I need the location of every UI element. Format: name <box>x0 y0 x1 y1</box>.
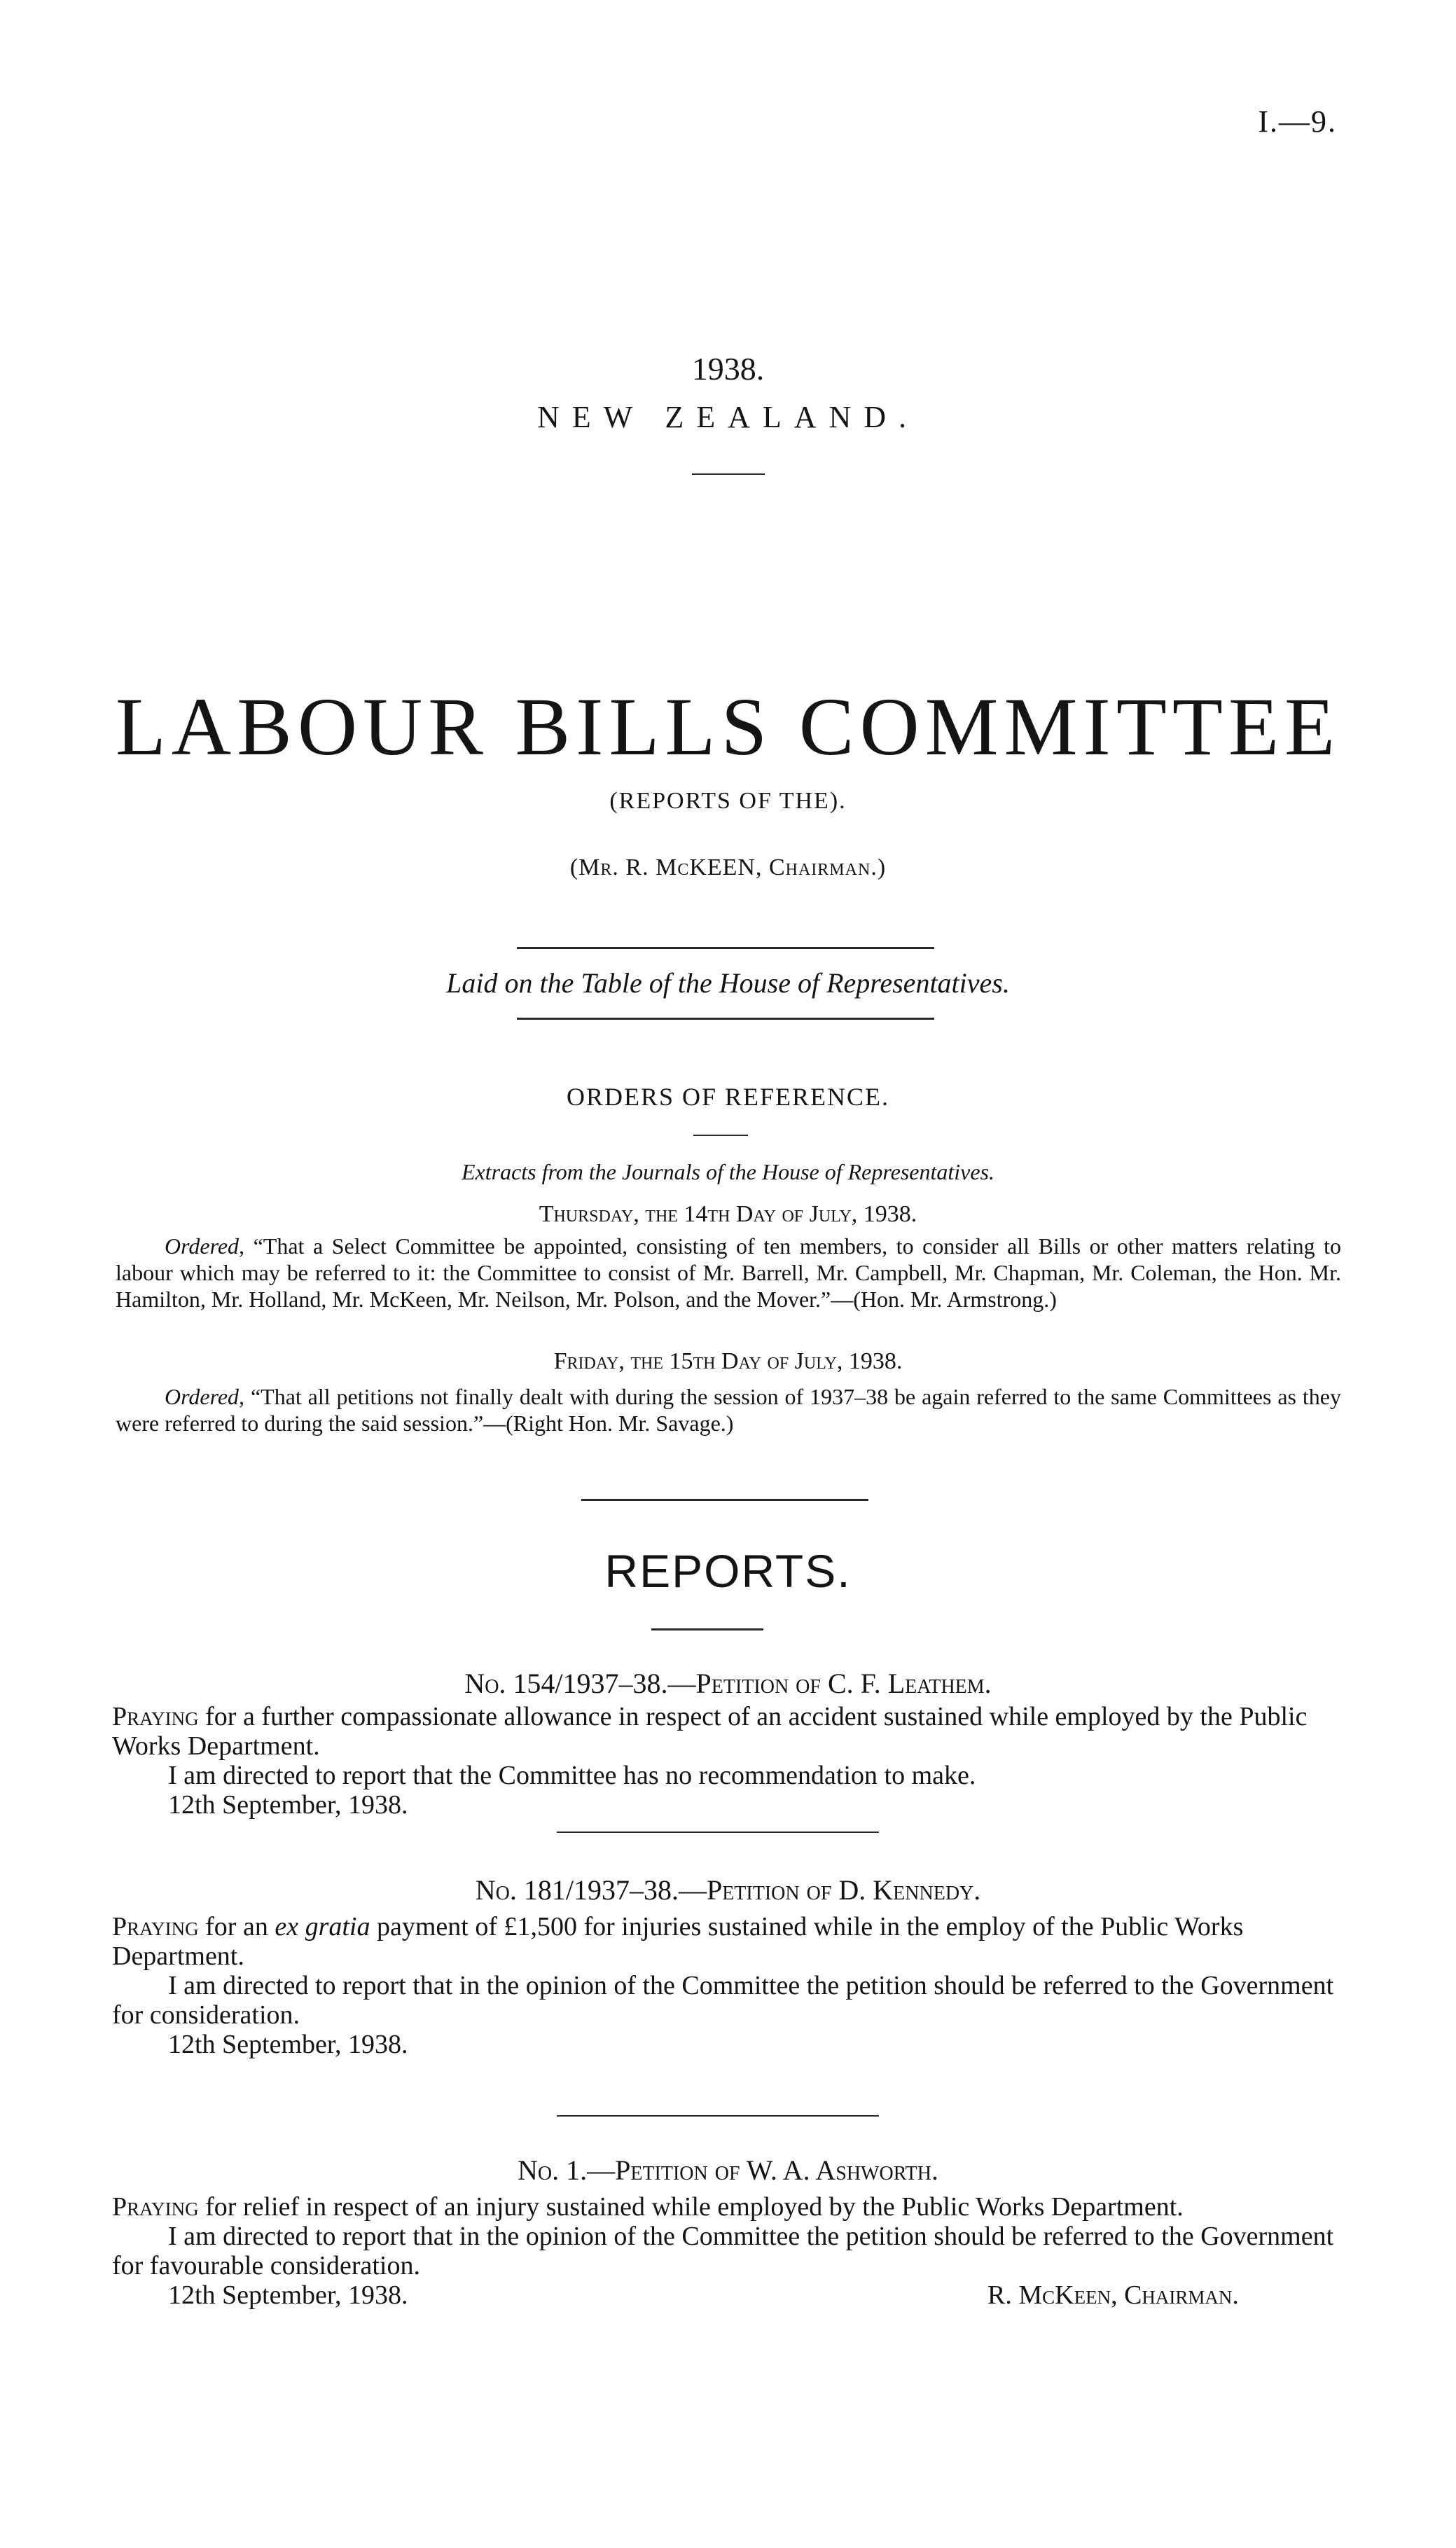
praying-word: Praying <box>112 1912 199 1941</box>
chairman-signature: R. McKeen, Chairman. <box>987 2280 1239 2310</box>
divider <box>692 473 765 475</box>
report-date: 12th September, 1938. <box>168 2280 408 2310</box>
page-reference: I.—9. <box>1258 104 1337 139</box>
extracts-line: Extracts from the Journals of the House of Representatives. <box>461 1159 995 1184</box>
report-text <box>112 1971 1338 2030</box>
praying-word: Praying <box>112 1702 199 1731</box>
praying-text-after: payment of £1,500 for injuries sustained while in the employ of the Public Works Department. <box>112 1912 1244 1971</box>
chairman-line: (Mr. R. McKEEN, Chairman.) <box>569 854 887 880</box>
praying-text-before: for an <box>198 1912 275 1941</box>
page-title: LABOUR BILLS COMMITTEE <box>115 681 1341 773</box>
praying-text: for a further compassionate allowance in respect of an accident sustained while employed by the Public Works Department. <box>112 1702 1308 1761</box>
praying-word: Praying <box>112 2192 199 2222</box>
praying-paragraph <box>112 1912 1338 1971</box>
petition-body <box>112 1702 1338 1820</box>
petition-heading: No. 181/1937–38.—Petition of D. Kennedy. <box>475 1874 981 1906</box>
orders-heading: ORDERS OF REFERENCE. <box>566 1083 890 1111</box>
divider <box>517 947 934 949</box>
report-text-content: I am directed to report that in the opinion of the Committee the petition should be referred to the Government for consideration. <box>112 1971 1334 2030</box>
document-year: 1938. <box>691 351 765 387</box>
order-text: “That a Select Committee be appointed, consisting of ten members, to consider all Bills or other matters relating to labour which may be referred to it: the Committee to consist of Mr. Barrell, Mr. Campbell, Mr. Chapman, Mr. Coleman, the Hon. Mr. Hamilton, Mr. Holland, Mr. McKeen, Mr. Neilson, Mr. Polson, and the Mover.”—(Hon. Mr. Armstrong.) <box>116 1233 1341 1312</box>
praying-text: for relief in respect of an injury sustained while employed by the Public Works Department. <box>198 2192 1184 2222</box>
praying-paragraph <box>112 2192 1338 2222</box>
divider <box>581 1499 868 1501</box>
petition-body <box>112 1912 1338 2059</box>
date-signature-row <box>112 2280 1338 2310</box>
report-date: 12th September, 1938. <box>168 2030 408 2059</box>
report-date: 12th September, 1938. <box>168 1790 408 1820</box>
page-subtitle: (REPORTS OF THE). <box>609 788 847 814</box>
order-text: “That all petitions not finally dealt with during the session of 1937–38 be again referred to the same Committees as they were referred to during the said session.”—(Right Hon. Mr. Savage.) <box>116 1384 1341 1436</box>
order-paragraph <box>116 1383 1341 1436</box>
divider <box>517 1018 934 1020</box>
divider <box>557 1832 879 1833</box>
petition-body <box>112 2192 1338 2310</box>
order-date: Friday, the 15th Day of July, 1938. <box>553 1348 903 1374</box>
ordered-label: Ordered, <box>165 1384 245 1409</box>
order-paragraph <box>116 1233 1341 1313</box>
divider <box>557 2115 879 2117</box>
divider <box>651 1628 763 1630</box>
report-text: I am directed to report that the Committee has no recommendation to make. <box>168 1761 976 1790</box>
divider <box>693 1135 748 1136</box>
praying-italic: ex gratia <box>275 1912 370 1941</box>
petition-heading: No. 1.—Petition of W. A. Ashworth. <box>517 2154 939 2186</box>
order-date: Thursday, the 14th Day of July, 1938. <box>539 1201 917 1227</box>
praying-paragraph <box>112 1702 1338 1761</box>
ordered-label: Ordered, <box>165 1233 245 1259</box>
laid-on-table-line: Laid on the Table of the House of Representatives. <box>446 967 1010 999</box>
country-name: NEW ZEALAND. <box>536 400 920 434</box>
reports-heading: REPORTS. <box>604 1545 852 1597</box>
report-text <box>112 2222 1338 2280</box>
report-text-content: I am directed to report that in the opinion of the Committee the petition should be referred to the Government for favourable consideration. <box>112 2222 1334 2280</box>
petition-heading: No. 154/1937–38.—Petition of C. F. Leathem. <box>464 1668 992 1699</box>
